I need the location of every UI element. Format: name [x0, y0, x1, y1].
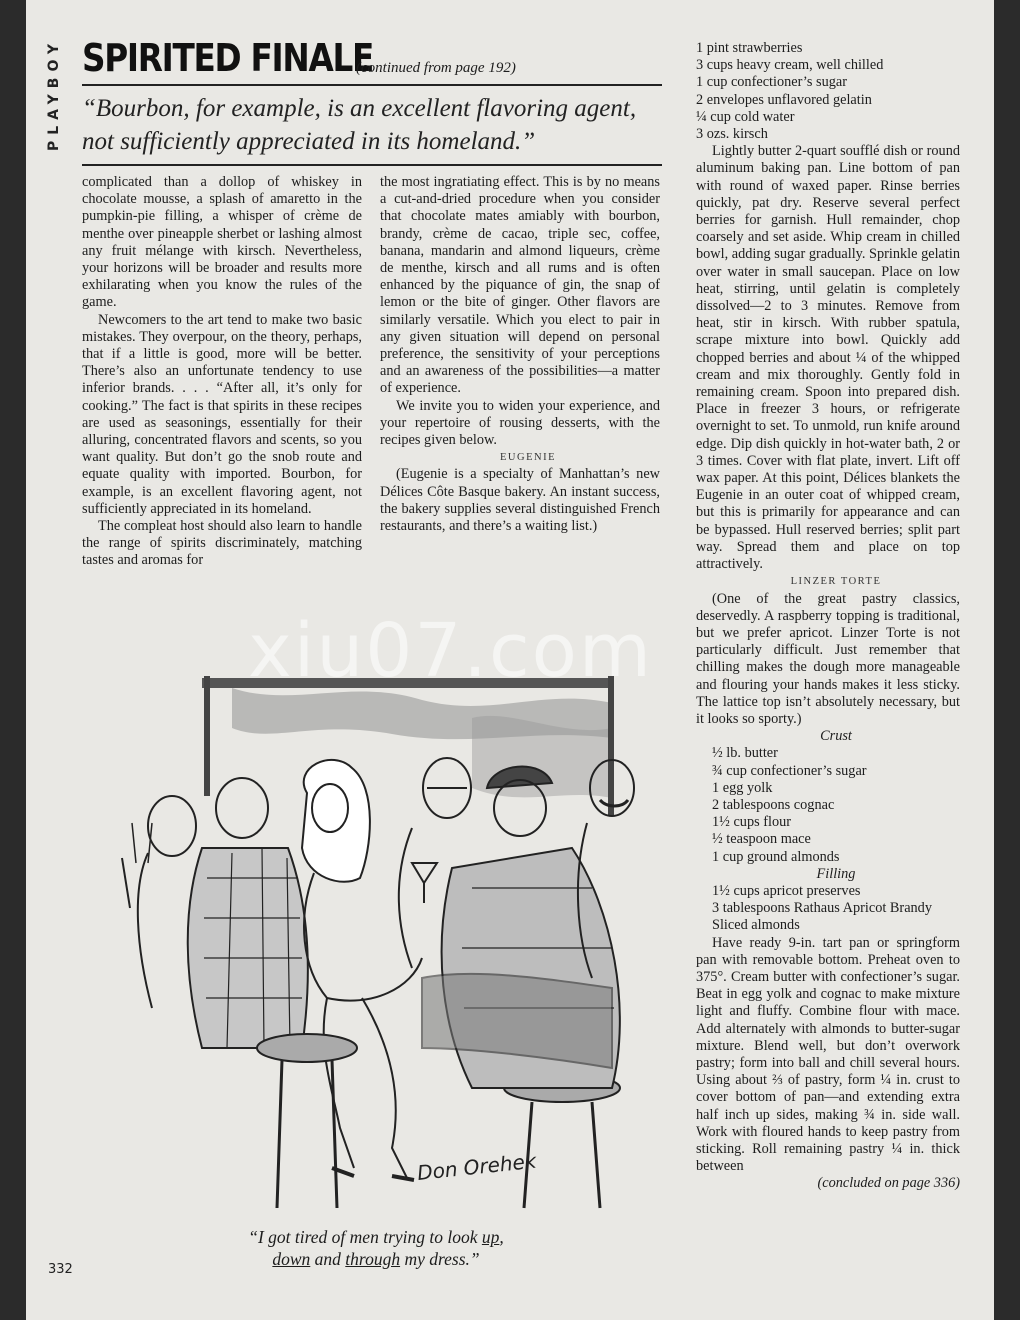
ingredient: ¾ cup confectioner’s sugar — [712, 762, 867, 779]
artist-signature: Don Orehek — [416, 1148, 538, 1185]
bar-cartoon-illustration — [92, 648, 664, 1214]
recipe-method: Lightly butter 2-quart soufflé dish or round aluminum baking pan. Line bottom of pan with round of waxed paper. Rinse berries quickly, pat dry. Reserve several perfect berries for garnish. Hull remainder, chop coarsely and set aside. Whip cream in chilled bowl, adding sugar gradually. Sprinkle gelatin over water in small saucepan. Place on low heat, stirring, until gelatin is completely dissolved—2 to 3 minutes. Remove from heat, stir in kirsch. With rubber spatula, scrape mixture into bowl. Quickly add chopped berries and about ¼ of the whipped cream and mix thoroughly. Gently fold in remaining cream. Spoon into prepared dish. Place in freezer 3 hours, or refrigerate overnight to set. To unmold, run knife around edge. Dip dish quickly in hot-water bath, 2 or 3 times. Cover with flat plate, invert. Lift off wax paper. At this point, Délices blankets the Eugenie in an outer coat of whipped cream, but this is primarily for appearance and can be bypassed. Hull reserved berries; split part way. Spread them and place on top attractively. — [696, 143, 960, 573]
text-column-3 — [696, 40, 960, 1193]
ingredient: 1½ cups apricot preserves — [712, 882, 861, 899]
watermark: xiu07.com — [248, 608, 653, 694]
caption-text: , — [499, 1227, 504, 1247]
ingredient: 1 cup ground almonds — [712, 848, 840, 865]
paragraph: complicated than a dollop of whiskey in chocolate mousse, a splash of amaretto in the pumpkin-pie filling, a whisper of crème de menthe over pineapple sherbet or lashing almost any fruit mélange with kirsch. Nevertheless, your horizons will be broader and results more exhilarating when you know the rules of the game. — [82, 174, 362, 311]
recipe-intro: (One of the great pastry classics, deservedly. A raspberry topping is traditional, but we prefer apricot. Linzer Torte is not particularly difficult. Just remember that chilling makes the dough more manageable and flouring your hands makes it less sticky. The lattice top isn’t absolutely necessary, but it looks so sporty.) — [696, 590, 960, 727]
subheading-crust: Crust — [820, 728, 852, 745]
ingredient: 1 cup confectioner’s sugar — [696, 74, 847, 91]
article-title: SPIRITED FINALE — [82, 36, 374, 80]
paragraph: We invite you to widen your experience, and your repertoire of rousing desserts, with the recipes given below. — [380, 397, 660, 449]
cartoon-caption — [176, 1226, 576, 1270]
caption-text: “I got tired of men trying to look — [248, 1227, 482, 1247]
pull-quote: “Bourbon, for example, is an excellent flavoring agent, not sufficiently appreciated in its homeland.” — [82, 95, 637, 155]
recipe-method: Have ready 9-in. tart pan or springform pan with removable bottom. Preheat oven to 375°. Cream butter with confectioner’s sugar. Beat in egg yolk and cognac to make mixture light and fluffy. Combine flour with mace. Add alternately with almonds to butter-sugar mixture. Blend well, but don’t overwork pastry; form into ball and chill several hours. Using about ⅔ of pastry, form ¼ in. crust to cover bottom of pan—and extending extra half inch up sides, making ¾ in. side wall. Work with floured hands to keep pastry from sticking. Roll remaining pastry ¼ in. thick between — [696, 934, 960, 1175]
recipe-heading-linzer: LINZER TORTE — [790, 576, 882, 588]
recipe-heading-eugenie: EUGENIE — [500, 452, 556, 464]
title-rule — [82, 84, 662, 86]
ingredient: ¼ cup cold water — [696, 108, 795, 125]
ingredient: 2 envelopes unflavored gelatin — [696, 91, 872, 108]
ingredient: 3 ozs. kirsch — [696, 126, 768, 143]
ingredient: 1 egg yolk — [712, 779, 773, 796]
caption-underlined-word: up — [481, 1227, 500, 1247]
subheading-filling: Filling — [816, 865, 856, 882]
paragraph: The compleat host should also learn to handle the range of spirits discriminately, matching tastes and aromas for — [82, 518, 362, 569]
ingredient: 2 tablespoons cognac — [712, 796, 835, 813]
caption-underlined-word: down — [272, 1249, 311, 1269]
caption-text: and — [310, 1249, 346, 1269]
ingredient: ½ lb. butter — [712, 745, 778, 762]
paragraph: Newcomers to the art tend to make two basic mistakes. They overpour, on the theory, perhaps, that if a little is good, more will be better. There’s also an unfortunate tendency to use inferior brands. . . . “After all, it’s only for cooking.” The fact is that spirits in these recipes are used as seasonings, essentially for their alluring, concentrated flavors and scents, so you want quality. But don’t go the snob route and equate quality with imported. Bourbon, for example, is an excellent flavoring agent, not sufficiently appreciated in its homeland. — [82, 311, 362, 517]
concluded-note: (concluded on page 336) — [817, 1175, 960, 1192]
page-number: 332 — [48, 1262, 73, 1277]
ingredient: ½ teaspoon mace — [712, 831, 811, 848]
text-column-2 — [380, 174, 660, 535]
recipe-intro: (Eugenie is a specialty of Manhattan’s new Délices Côte Basque bakery. An instant success, the bakery supplies several distinguished French restaurants, and there’s a waiting list.) — [380, 466, 660, 535]
text-column-1 — [82, 174, 362, 570]
ingredient: 1½ cups flour — [712, 814, 792, 831]
caption-underlined-word: through — [345, 1249, 401, 1269]
ingredient: 3 tablespoons Rathaus Apricot Brandy — [712, 900, 932, 917]
pull-quote-rule — [82, 164, 662, 166]
ingredient: Sliced almonds — [712, 917, 800, 934]
ingredient: 3 cups heavy cream, well chilled — [696, 57, 884, 74]
magazine-page — [26, 0, 994, 1320]
continued-from-note: (continued from page 192) — [356, 60, 516, 76]
ingredient: 1 pint strawberries — [696, 40, 803, 56]
caption-text: my dress.” — [400, 1249, 480, 1269]
magazine-side-tag: PLAYBOY — [46, 38, 62, 152]
paragraph: the most ingratiating effect. This is by no means a cut-and-dried procedure when you consider that chocolate mates amiably with bourbon, brandy, crème de cacao, triple sec, coffee, banana, mandarin and almond liqueurs, crème de menthe, kirsch and all rums and is often enhanced by the piquance of gin, the snap of lemon or the bite of ginger. Other flavors are similarly versatile. Which you elect to pair in any given situation will depend on personal preference, the sensitivity of your perceptions and an awareness of the possibilities—a matter of experience. — [380, 174, 660, 397]
